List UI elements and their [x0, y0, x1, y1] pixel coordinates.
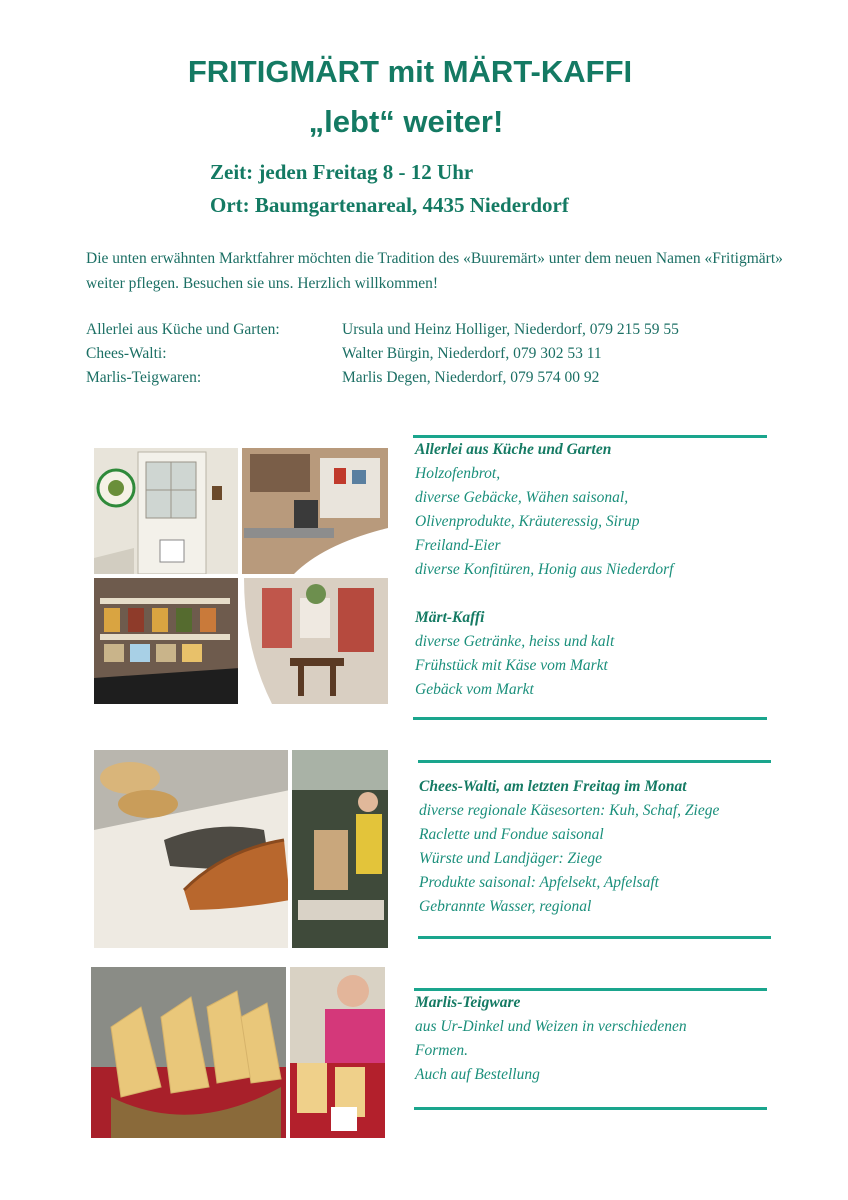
section-pasta	[415, 991, 775, 1087]
photo-collage-cheese	[94, 750, 388, 948]
page-subtitle: „lebt“ weiter!	[308, 104, 504, 139]
cheese-collage-image	[94, 750, 388, 948]
vendor-name: Allerlei aus Küche und Garten:	[86, 321, 280, 338]
vendor-name: Chees-Walti:	[86, 345, 167, 362]
section-divider	[418, 936, 771, 939]
section-divider	[413, 717, 767, 720]
vendor-contact: Ursula und Heinz Holliger, Niederdorf, 079 215 59 55	[342, 321, 679, 338]
list-item: Holzofenbrot,	[415, 465, 501, 482]
list-item: Formen.	[415, 1042, 468, 1059]
section-heading: Marlis-Teigware	[415, 994, 521, 1011]
list-item: Gebrannte Wasser, regional	[419, 898, 592, 915]
list-item: diverse Gebäcke, Wähen saisonal,	[415, 489, 629, 506]
section-cheese	[419, 775, 779, 919]
vendor-row	[86, 342, 786, 366]
vendor-list	[86, 318, 786, 390]
vendor-row	[86, 318, 786, 342]
list-item: diverse Getränke, heiss und kalt	[415, 633, 615, 650]
page-title: FRITIGMÄRT mit MÄRT-KAFFI	[187, 54, 633, 89]
section-heading: Allerlei aus Küche und Garten	[415, 441, 612, 458]
section-kitchen-garden	[415, 438, 775, 702]
list-item: diverse regionale Käsesorten: Kuh, Schaf, Ziege	[419, 802, 720, 819]
list-item: Raclette und Fondue saisonal	[419, 826, 604, 843]
list-item: Gebäck vom Markt	[415, 681, 534, 698]
kitchen-collage-image	[94, 448, 388, 704]
vendor-name: Marlis-Teigwaren:	[86, 369, 202, 386]
section-divider	[418, 760, 771, 763]
list-item: Auch auf Bestellung	[415, 1066, 540, 1083]
photo-collage-kitchen	[94, 448, 388, 704]
photo-collage-pasta	[91, 967, 385, 1138]
section-divider	[414, 1107, 767, 1110]
vendor-contact: Marlis Degen, Niederdorf, 079 574 00 92	[342, 369, 600, 386]
list-item: Würste und Landjäger: Ziege	[419, 850, 602, 867]
section-heading: Märt-Kaffi	[415, 609, 485, 626]
list-item: diverse Konfitüren, Honig aus Niederdorf	[415, 561, 674, 578]
spacer	[415, 582, 775, 606]
section-heading: Chees-Walti, am letzten Freitag im Monat	[419, 778, 687, 795]
list-item: aus Ur-Dinkel und Weizen in verschiedenen	[415, 1018, 687, 1035]
vendor-row	[86, 366, 786, 390]
list-item: Olivenprodukte, Kräuteressig, Sirup	[415, 513, 640, 530]
intro-text: Die unten erwähnten Marktfahrer möchten die Tradition des «Buuremärt» unter dem neuen Namen «Fritigmärt» weiter pflegen. Besuchen sie uns. Herzlich willkommen!	[86, 250, 783, 292]
vendor-contact: Walter Bürgin, Niederdorf, 079 302 53 11	[342, 345, 602, 362]
list-item: Produkte saisonal: Apfelsekt, Apfelsaft	[419, 874, 659, 891]
place-info: Ort: Baumgartenareal, 4435 Niederdorf	[210, 193, 569, 217]
list-item: Freiland-Eier	[415, 537, 501, 554]
list-item: Frühstück mit Käse vom Markt	[415, 657, 608, 674]
time-info: Zeit: jeden Freitag 8 - 12 Uhr	[210, 160, 474, 184]
pasta-collage-image	[91, 967, 385, 1138]
